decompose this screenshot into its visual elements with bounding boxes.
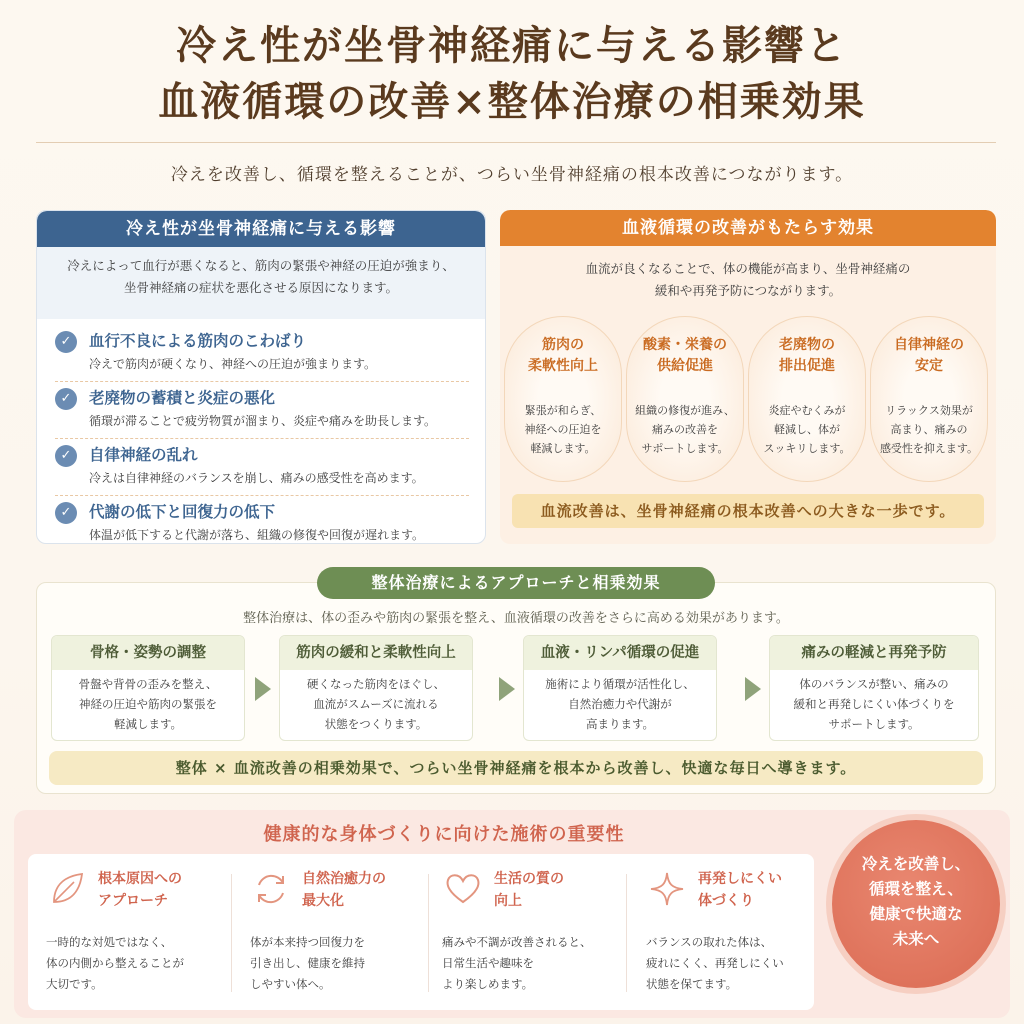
step-desc	[524, 670, 716, 734]
card-desc-line: しやすい体へ。	[250, 977, 331, 991]
bubble-line: 冷えを改善し、	[861, 855, 971, 873]
impact-intro-line-2: 坐骨神経痛の症状を悪化させる原因になります。	[123, 280, 398, 295]
step-desc-line: 自然治癒力や代謝が	[568, 697, 672, 711]
effect-desc-line: 炎症やむくみが	[768, 404, 846, 417]
effect-desc-line: サポートします。	[641, 442, 729, 455]
seitai-footer: 整体 × 血流改善の相乗効果で、つらい坐骨神経痛を根本から改善し、快適な毎日へ導きます。	[49, 751, 983, 785]
step-title: 痛みの軽減と再発予防	[770, 636, 978, 670]
impact-item-desc: 体温が低下すると代謝が落ち、組織の修復や回復が遅れます。	[89, 528, 425, 542]
seitai-panel	[36, 573, 996, 794]
card-desc-line: 日常生活や趣味を	[442, 956, 534, 970]
card-title-line: 根本原因への	[98, 871, 182, 887]
effect-title-line: 酸素・栄養の	[643, 337, 727, 353]
effect-desc-line: 組織の修復が進み、	[635, 404, 735, 417]
card-desc-line: 痛みや不調が改善されると、	[442, 935, 592, 949]
effect-desc-line: 感受性を抑えます。	[879, 442, 979, 455]
step-title: 骨格・姿勢の調整	[52, 636, 244, 670]
effect-desc	[505, 401, 621, 458]
impact-list	[37, 319, 485, 544]
impact-panel	[36, 210, 486, 544]
card-desc	[646, 932, 804, 995]
impact-item-desc: 循環が滞ることで疲労物質が溜まり、炎症や痛みを助長します。	[89, 414, 437, 428]
effect-title	[627, 335, 743, 379]
step-desc-line: 神経の圧迫や筋肉の緊張を	[79, 697, 217, 711]
card-desc	[442, 932, 610, 995]
card-title	[698, 868, 782, 912]
sparkle-icon	[646, 868, 688, 910]
title-divider	[36, 142, 996, 143]
impact-heading: 冷え性が坐骨神経痛に与える影響	[37, 211, 485, 247]
card-desc	[46, 932, 214, 995]
step-desc-line: 施術により循環が活性化し、	[545, 677, 695, 691]
bubble-line: 未来へ	[892, 930, 940, 948]
card-desc-line: 状態を保てます。	[646, 977, 738, 991]
effect-circle	[748, 316, 866, 482]
arrow-right-icon	[745, 677, 761, 701]
arrow-right-icon	[255, 677, 271, 701]
check-icon: ✓	[55, 502, 77, 524]
effect-desc	[627, 401, 743, 458]
effect-desc-line: 軽減します。	[530, 442, 596, 455]
page-title	[0, 18, 1024, 130]
step-desc	[770, 670, 978, 734]
card-desc-line: 引き出し、健康を維持	[250, 956, 365, 970]
heart-icon	[442, 868, 484, 910]
effect-title-line: 老廃物の	[779, 337, 835, 353]
impact-intro-line-1: 冷えによって血行が悪くなると、筋肉の緊張や神経の圧迫が強まり、	[67, 258, 455, 273]
card-desc-line: 体が本来持つ回復力を	[250, 935, 365, 949]
closing-message-bubble	[832, 820, 1000, 988]
impact-item-title: 代謝の低下と回復力の低下	[89, 503, 276, 521]
impact-item-desc: 冷えで筋肉が硬くなり、神経への圧迫が強まります。	[89, 357, 377, 371]
card-separator	[626, 874, 627, 992]
card-desc-line: 一時的な対処ではなく、	[46, 935, 173, 949]
step-title: 血液・リンパ循環の促進	[524, 636, 716, 670]
step-card	[523, 635, 717, 741]
importance-cards	[28, 854, 814, 1010]
page-subtitle: 冷えを改善し、循環を整えることが、つらい坐骨神経痛の根本改善につながります。	[170, 165, 854, 185]
card-desc-line: より楽しめます。	[442, 977, 534, 991]
importance-card	[424, 854, 620, 1010]
impact-item-desc: 冷えは自律神経のバランスを崩し、痛みの感受性を高めます。	[89, 471, 424, 485]
card-title-line: 向上	[494, 893, 522, 909]
card-title	[494, 868, 564, 912]
card-title-line: 自然治癒力の	[302, 871, 386, 887]
circulation-panel	[500, 210, 996, 544]
title-line-1: 冷え性が坐骨神経痛に与える影響と	[176, 22, 848, 69]
effect-desc-line: リラックス効果が	[885, 404, 973, 417]
check-icon: ✓	[55, 388, 77, 410]
importance-card	[232, 854, 428, 1010]
card-desc-line: 体の内側から整えることが	[46, 956, 184, 970]
card-title-line: 体づくり	[698, 893, 754, 909]
step-title: 筋肉の緩和と柔軟性向上	[280, 636, 472, 670]
list-item	[55, 439, 469, 496]
card-title-line: 最大化	[302, 893, 344, 909]
effect-desc-line: 緊張が和らぎ、	[524, 404, 602, 417]
step-desc	[280, 670, 472, 734]
card-title	[302, 868, 386, 912]
step-desc-line: 高まります。	[585, 717, 655, 731]
card-desc-line: バランスの取れた体は、	[646, 935, 773, 949]
step-desc-line: 体のバランスが整い、痛みの	[799, 677, 949, 691]
effect-desc-line: 痛みの改善を	[652, 423, 718, 436]
effect-circle	[870, 316, 988, 482]
step-card	[279, 635, 473, 741]
effect-title	[749, 335, 865, 379]
step-desc-line: 軽減します。	[113, 717, 183, 731]
circulation-heading: 血液循環の改善がもたらす効果	[500, 210, 996, 246]
list-item	[55, 382, 469, 439]
arrow-right-icon	[499, 677, 515, 701]
bubble-line: 循環を整え、	[869, 880, 963, 898]
title-line-2: 血液循環の改善×整体治療の相乗効果	[158, 78, 866, 125]
step-desc-line: 緩和と再発しにくい体づくりを	[793, 697, 955, 711]
refresh-icon	[250, 868, 292, 910]
seitai-intro: 整体治療は、体の歪みや筋肉の緊張を整え、血液循環の改善をさらに高める効果があります。	[243, 611, 789, 626]
list-item	[55, 496, 469, 544]
step-card	[51, 635, 245, 741]
effect-title	[871, 335, 987, 379]
circulation-intro-line-2: 緩和や再発予防につながります。	[654, 283, 842, 298]
list-item	[55, 325, 469, 382]
effect-title-line: 安定	[915, 358, 943, 374]
circulation-intro-line-1: 血流が良くなることで、体の機能が高まり、坐骨神経痛の	[585, 261, 911, 276]
effect-circle	[626, 316, 744, 482]
card-title-line: アプローチ	[98, 893, 168, 909]
step-desc-line: 骨盤や背骨の歪みを整え、	[78, 677, 218, 691]
card-title-line: 再発しにくい	[698, 871, 782, 887]
card-title-line: 生活の質の	[494, 871, 564, 887]
seitai-heading: 整体治療によるアプローチと相乗効果	[317, 567, 715, 599]
impact-intro	[37, 247, 485, 319]
effect-title-line: 自律神経の	[894, 337, 964, 353]
effect-circle	[504, 316, 622, 482]
circulation-footer: 血流改善は、坐骨神経痛の根本改善への大きな一歩です。	[512, 494, 984, 528]
step-desc	[52, 670, 244, 734]
impact-item-title: 自律神経の乱れ	[89, 446, 198, 464]
importance-heading: 健康的な身体づくりに向けた施術の重要性	[263, 824, 625, 845]
effect-title-line: 筋肉の	[542, 337, 584, 353]
effect-title-line: 柔軟性向上	[528, 358, 598, 374]
effect-desc	[871, 401, 987, 458]
step-desc-line: 硬くなった筋肉をほぐし、	[307, 677, 445, 691]
effect-title-line: 供給促進	[657, 358, 713, 374]
impact-item-title: 血行不良による筋肉のこわばり	[89, 332, 307, 350]
check-icon: ✓	[55, 331, 77, 353]
importance-card	[628, 854, 814, 1010]
impact-item-title: 老廃物の蓄積と炎症の悪化	[89, 389, 276, 407]
importance-panel	[14, 810, 1010, 1018]
check-icon: ✓	[55, 445, 77, 467]
step-desc-line: 血流がスムーズに流れる	[313, 697, 439, 711]
step-card	[769, 635, 979, 741]
effect-desc	[749, 401, 865, 458]
effect-title	[505, 335, 621, 379]
effect-desc-line: 高まり、痛みの	[890, 423, 968, 436]
importance-card	[28, 854, 224, 1010]
effect-circles	[500, 316, 996, 486]
effect-title-line: 排出促進	[779, 358, 835, 374]
card-desc-line: 大切です。	[46, 977, 103, 991]
effect-desc-line: スッキリします。	[763, 442, 851, 455]
card-desc	[250, 932, 418, 995]
card-title	[98, 868, 182, 912]
step-desc-line: 状態をつくります。	[324, 717, 428, 731]
effect-desc-line: 軽減し、体が	[774, 423, 840, 436]
card-desc-line: 疲れにくく、再発しにくい	[646, 956, 784, 970]
effect-desc-line: 神経への圧迫を	[524, 423, 602, 436]
bubble-line: 健康で快適な	[869, 905, 963, 923]
leaf-icon	[46, 868, 88, 910]
step-desc-line: サポートします。	[828, 717, 920, 731]
